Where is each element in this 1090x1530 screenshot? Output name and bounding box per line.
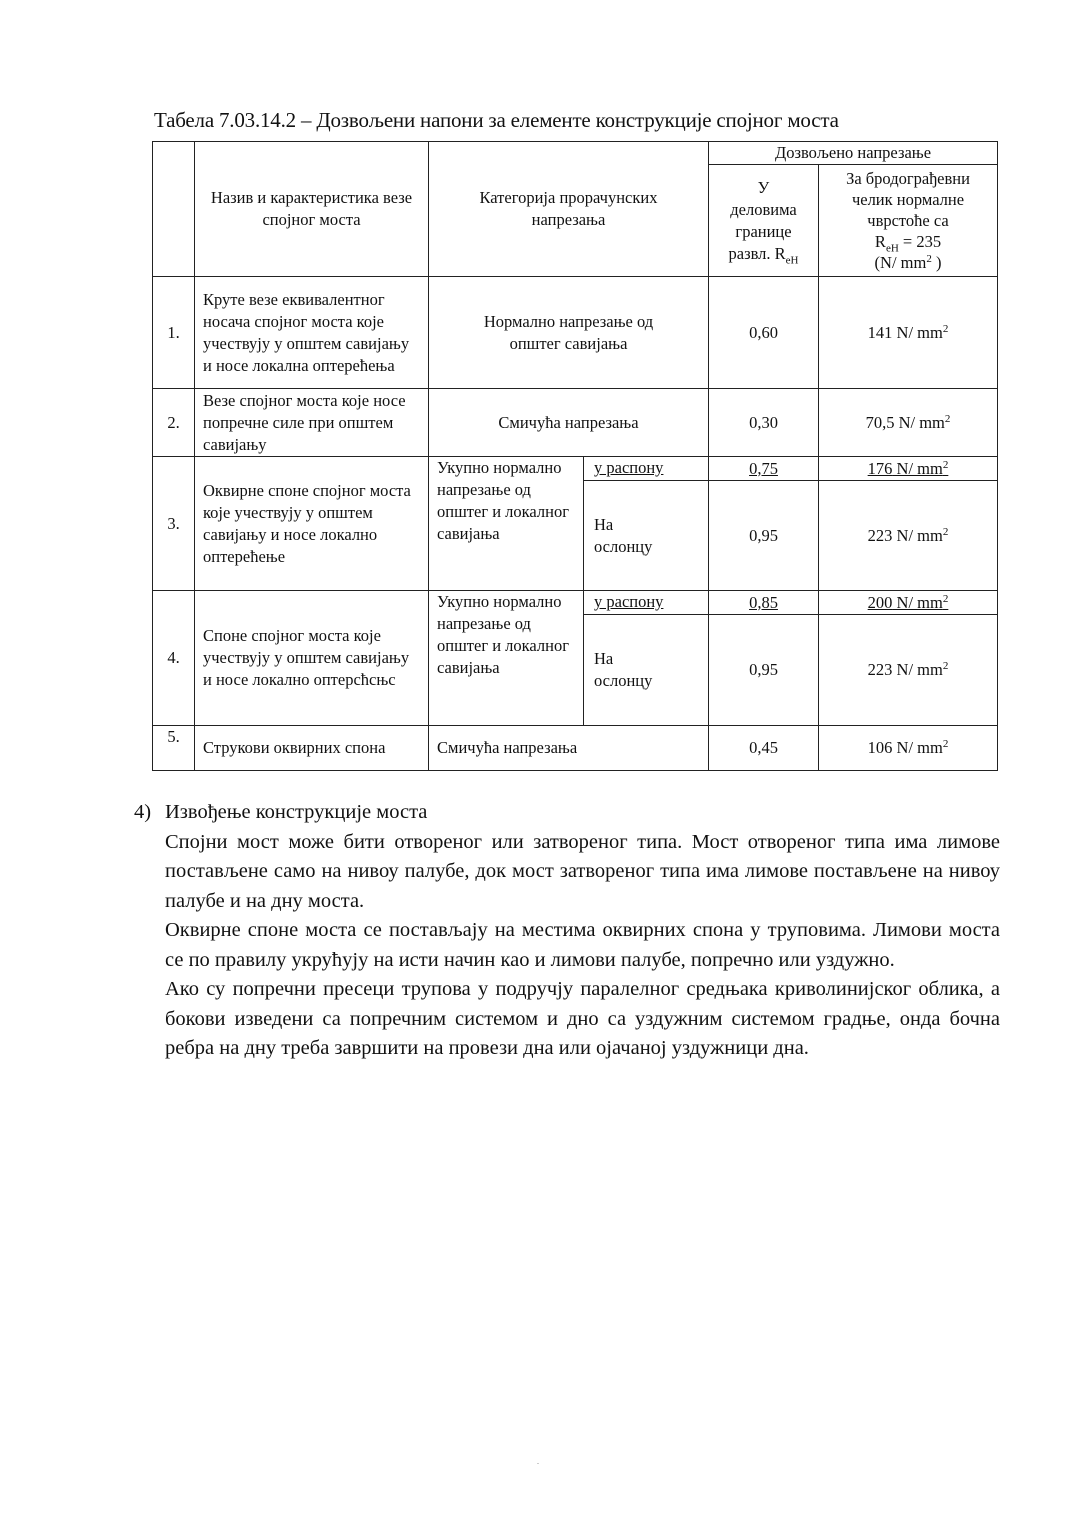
row-stress: 141 N/ $mm^2$ — [819, 277, 998, 389]
row-category: Смичућа напрезања — [429, 726, 709, 771]
row-index: 1. — [153, 277, 195, 389]
header-yield-factor: У деловима границе развл. $R_{eH}$ — [709, 165, 819, 277]
row-index: 5. — [153, 726, 195, 771]
row-category: Нормално напрезање од општег савијања — [429, 277, 709, 389]
row-factor: 0,85 — [709, 591, 819, 615]
paragraph: Спојни мост може бити отвореног или затвореног типа. Мост отвореног типа има лимове постављене само на нивоу палубе, док мост затвореног типа има лимове постављене на нивоу палубе и на дну моста. — [165, 830, 1000, 912]
row-factor: 0,30 — [709, 389, 819, 457]
row-location: у распону — [584, 457, 709, 481]
table-row — [153, 591, 998, 615]
row-location: На ослонцу — [584, 615, 709, 726]
row-name: Круте везе еквивалентног носача спојног моста које учествују у општем савијању и носе локална оптерећења — [195, 277, 429, 389]
row-name: Оквирне споне спојног моста које учествују у општем савијању и носе локално оптерећење — [195, 457, 429, 591]
row-index: 3. — [153, 457, 195, 591]
row-stress: 70,5 N/ $mm^2$ — [819, 389, 998, 457]
header-allowed-stress: Дозвољено напрезање — [709, 142, 998, 165]
row-name: Струкови оквирних спона — [195, 726, 429, 771]
row-name: Споне спојног моста које учествују у општем савијању и носе локално оптерсћсњс — [195, 591, 429, 726]
row-stress: 176 N/ $mm^2$ — [819, 457, 998, 481]
header-row — [153, 142, 998, 165]
header-category: Категорија прорачунских напрезања — [429, 142, 709, 277]
row-factor: 0,95 — [709, 481, 819, 591]
row-factor: 0,45 — [709, 726, 819, 771]
header-index-cell — [153, 142, 195, 277]
row-category: Укупно нормално напрезање од општег и локалног савијања — [429, 457, 584, 591]
row-stress: 106 N/ $mm^2$ — [819, 726, 998, 771]
table-row — [153, 457, 998, 481]
row-stress: 223 N/ $mm^2$ — [819, 481, 998, 591]
row-stress: 223 N/ $mm^2$ — [819, 615, 998, 726]
section-title: Извођење конструкције моста — [165, 801, 428, 823]
row-index: 4. — [153, 591, 195, 726]
allowed-stress-table — [152, 141, 998, 771]
row-factor: 0,95 — [709, 615, 819, 726]
header-steel-stress: За бродограђевни челик нормалне чврстоће са $R_{eH} = 235$ (N/ $mm^2$ ) — [819, 165, 998, 277]
row-name: Везе спојног моста које носе попречне силе при општем савијању — [195, 389, 429, 457]
paragraph: Оквирне споне моста се постављају на местима оквирних спона у труповима. Лимови моста се по правилу укрућују на исти начин као и лимови палубе, попречно или уздужно. — [165, 919, 1000, 971]
paragraph: Ако су попречни пресеци трупова у подручју паралелног средњака криволинијског облика, а бокови изведени са попречним системом и дно са уздужним системом градње, онда бочна ребра на дну треба завршити на провези дна или ојачаној уздужници дна. — [165, 978, 1000, 1059]
page-speck — [537, 1463, 539, 1464]
row-index: 2. — [153, 389, 195, 457]
row-category: Укупно нормално напрезање од општег и локалног савијања — [429, 591, 584, 726]
table-row — [153, 277, 998, 389]
row-stress: 200 N/ $mm^2$ — [819, 591, 998, 615]
row-location: у распону — [584, 591, 709, 615]
row-factor: 0,75 — [709, 457, 819, 481]
row-category: Смичућа напрезања — [429, 389, 709, 457]
table-row — [153, 726, 998, 771]
table-caption: Табела 7.03.14.2 – Дозвољени напони за елементе конструкције спојног моста — [154, 108, 839, 132]
row-location: На ослонцу — [584, 481, 709, 591]
header-name: Назив и карактеристика везе спојног моста — [195, 142, 429, 277]
row-factor: 0,60 — [709, 277, 819, 389]
section-bridge-construction — [134, 798, 1000, 1064]
section-number: 4) — [134, 801, 152, 823]
table-row — [153, 389, 998, 457]
section-heading — [134, 798, 1000, 828]
